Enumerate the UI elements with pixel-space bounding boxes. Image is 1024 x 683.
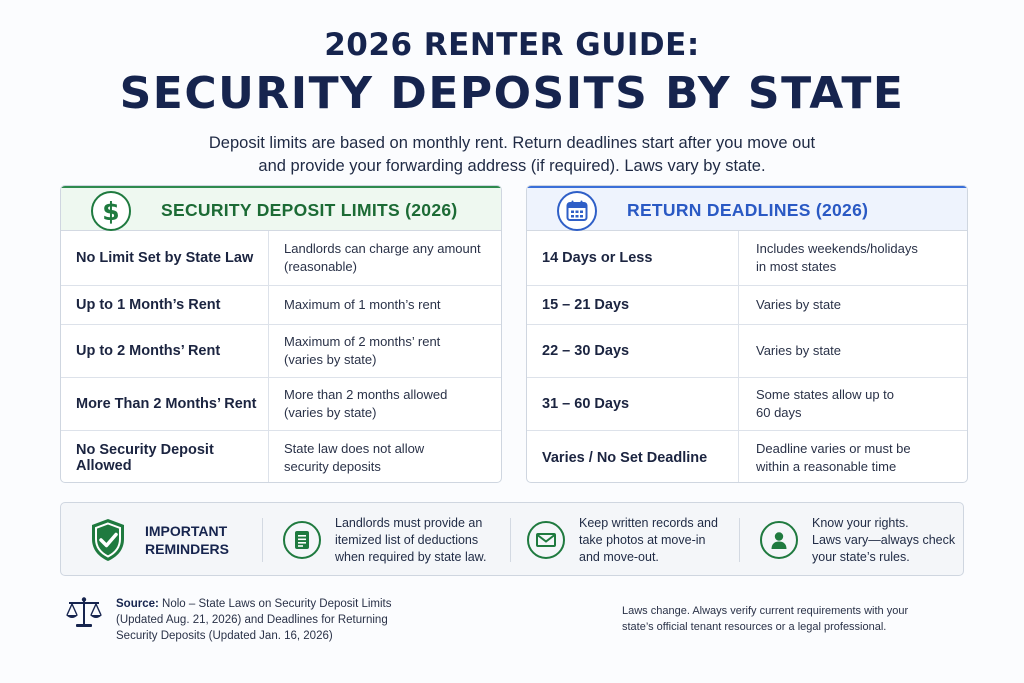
reminder-item: Landlords must provide an itemized list of deductions when required by state law. (283, 503, 486, 577)
limit-row (61, 431, 501, 483)
reminders-bar (60, 502, 964, 576)
limit-row (61, 378, 501, 431)
reminder-item: Know your rights. Laws vary—always check your state’s rules. (760, 503, 955, 577)
deadline-label: 31 – 60 Days (542, 396, 630, 412)
deadline-label: 22 – 30 Days (542, 343, 630, 359)
person-icon (760, 521, 798, 559)
limit-desc: Landlords can charge any amount (reasonable) (268, 231, 501, 285)
header (0, 26, 1024, 178)
deadline-desc: Varies by state (738, 286, 967, 324)
calendar-icon (557, 191, 597, 231)
scales-of-justice-icon (64, 596, 104, 630)
svg-text:$: $ (102, 197, 120, 225)
subtitle-line-1: Deposit limits are based on monthly rent. Return deadlines start after you move out (208, 134, 816, 152)
limit-desc: Maximum of 1 month’s rent (268, 286, 501, 324)
deadline-desc: Deadline varies or must be within a reasonable time (738, 431, 967, 483)
divider (262, 518, 263, 562)
reminders-title-line-2: REMINDERS (145, 541, 230, 557)
deadline-row (527, 431, 967, 483)
limit-label: More Than 2 Months’ Rent (76, 396, 257, 412)
return-deadlines-panel (526, 185, 968, 483)
deadline-desc: Some states allow up to 60 days (738, 378, 967, 430)
limit-row (61, 231, 501, 286)
disclaimer-note: Laws change. Always verify current requirements with your state’s official tenant resources or a legal professional. (622, 605, 909, 633)
limit-label: No Limit Set by State Law (76, 250, 254, 266)
return-deadlines-header (527, 186, 967, 231)
deadline-desc: Includes weekends/holidays in most states (738, 231, 967, 285)
deadline-row (527, 325, 967, 378)
reminders-heading (89, 503, 229, 577)
source-block (64, 596, 416, 644)
deadline-row (527, 286, 967, 325)
divider (739, 518, 740, 562)
limit-row (61, 286, 501, 325)
source-label: Source: (116, 598, 159, 610)
title-line-1: 2026 RENTER GUIDE: (324, 27, 700, 63)
title-line-2: SECURITY DEPOSITS BY STATE (119, 68, 905, 119)
source-line-1: Nolo – State Laws on Security Deposit Limits (162, 598, 392, 610)
reminder-item: Keep written records and take photos at move-in and move-out. (527, 503, 718, 577)
deadline-label: 15 – 21 Days (542, 297, 630, 313)
divider (510, 518, 511, 562)
shield-check-icon (89, 517, 127, 563)
deposit-limits-header (61, 186, 501, 231)
limit-label: Up to 1 Month’s Rent (76, 297, 221, 313)
limit-label: Up to 2 Months’ Rent (76, 343, 221, 359)
deadline-label: 14 Days or Less (542, 250, 653, 266)
document-icon (283, 521, 321, 559)
source-line-3: Security Deposits (Updated Jan. 16, 2026) (116, 630, 333, 642)
deposit-limits-panel (60, 185, 502, 483)
return-deadlines-title: RETURN DEADLINES (2026) (627, 200, 869, 220)
limit-desc: Maximum of 2 months’ rent (varies by state) (268, 325, 501, 377)
deadline-label: Varies / No Set Deadline (542, 449, 708, 466)
subtitle-line-2: and provide your forwarding address (if required). Laws vary by state. (258, 157, 766, 175)
envelope-icon (527, 521, 565, 559)
limit-desc: More than 2 months allowed (varies by state) (268, 378, 501, 430)
reminders-title-line-1: IMPORTANT (145, 523, 228, 539)
subtitle (0, 132, 1024, 178)
limit-label: No Security Deposit Allowed (76, 441, 214, 474)
deadline-row (527, 378, 967, 431)
deadline-row (527, 231, 967, 286)
deadline-desc: Varies by state (738, 325, 967, 377)
limit-desc: State law does not allow security deposits (268, 431, 501, 483)
source-line-2: (Updated Aug. 21, 2026) and Deadlines for Returning (116, 614, 388, 626)
limit-row (61, 325, 501, 378)
dollar-icon (91, 191, 131, 231)
deposit-limits-title: SECURITY DEPOSIT LIMITS (2026) (161, 200, 458, 220)
